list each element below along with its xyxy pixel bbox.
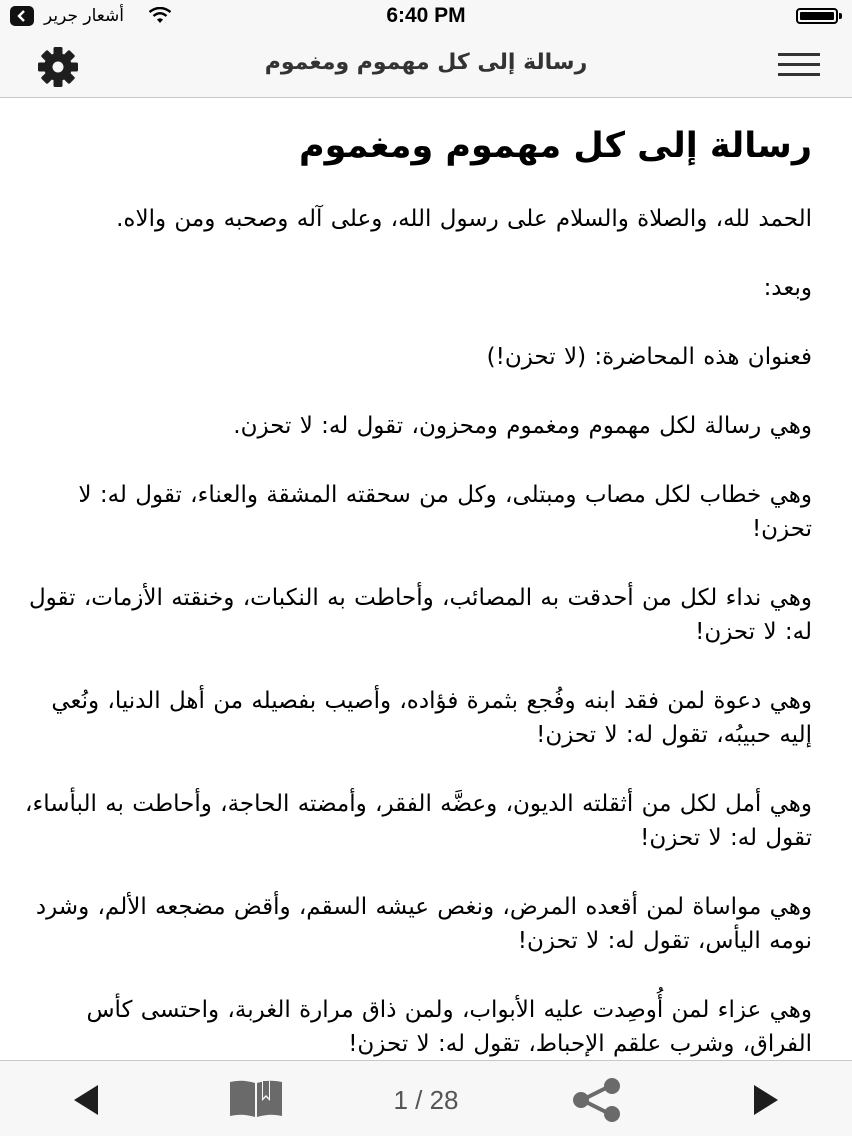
- paragraph: وهي نداء لكل من أحدقت به المصائب، وأحاطت به النكبات، وخنقته الأزمات، تقول له: لا تحزن!: [28, 585, 812, 645]
- paragraph: وهي دعوة لمن فقد ابنه وفُجع بثمرة فؤاده، وأصيب بفصيله من أهل الدنيا، ونُعي إليه حبيبُه، تقول له: لا تحزن!: [51, 688, 812, 748]
- status-time: 6:40 PM: [386, 4, 466, 27]
- nav-title: رسالة إلى كل مهموم ومغموم: [264, 50, 588, 75]
- article-content[interactable]: [0, 98, 852, 1060]
- paragraph: وهي خطاب لكل مصاب ومبتلى، وكل من سحقته المشقة والعناء، تقول له: لا تحزن!: [78, 482, 812, 542]
- paragraph: فعنوان هذه المحاضرة: (لا تحزن!): [486, 344, 812, 370]
- menu-icon[interactable]: [778, 52, 820, 82]
- article-heading: رسالة إلى كل مهموم ومغموم: [298, 126, 812, 166]
- paragraph: وبعد:: [763, 275, 812, 301]
- paragraph: وهي مواساة لمن أقعده المرض، ونغص عيشه السقم، وأقض مضجعه الألم، وشرد نومه اليأس، تقول له: لا تحزن!: [35, 894, 812, 954]
- share-icon[interactable]: [570, 1077, 624, 1127]
- page-indicator: 1 / 28: [393, 1085, 459, 1115]
- paragraph: وهي أمل لكل من أثقلته الديون، وعضَّه الفقر، وأمضته الحاجة، وأحاطت به البأساء، تقول له: لا تحزن!: [25, 791, 812, 851]
- gear-icon[interactable]: [32, 44, 84, 94]
- paragraph: الحمد لله، والصلاة والسلام على رسول الله، وعلى آله وصحبه ومن والاه.: [116, 206, 812, 232]
- status-bar: [0, 0, 852, 34]
- carrier-name: أشعار جرير: [44, 6, 124, 26]
- nav-bar: [0, 34, 852, 98]
- paragraph: وهي عزاء لمن أُوصِدت عليه الأبواب، ولمن ذاق مرارة الغربة، واحتسى كأس الفراق، وشرب علقم الإحباط، تقول له: لا تحزن!: [86, 997, 812, 1057]
- bottom-toolbar: [0, 1060, 852, 1136]
- triangle-right-icon[interactable]: [752, 1083, 780, 1121]
- battery-icon: [796, 8, 838, 24]
- paragraph: وهي رسالة لكل مهموم ومغموم ومحزون، تقول له: لا تحزن.: [233, 413, 812, 439]
